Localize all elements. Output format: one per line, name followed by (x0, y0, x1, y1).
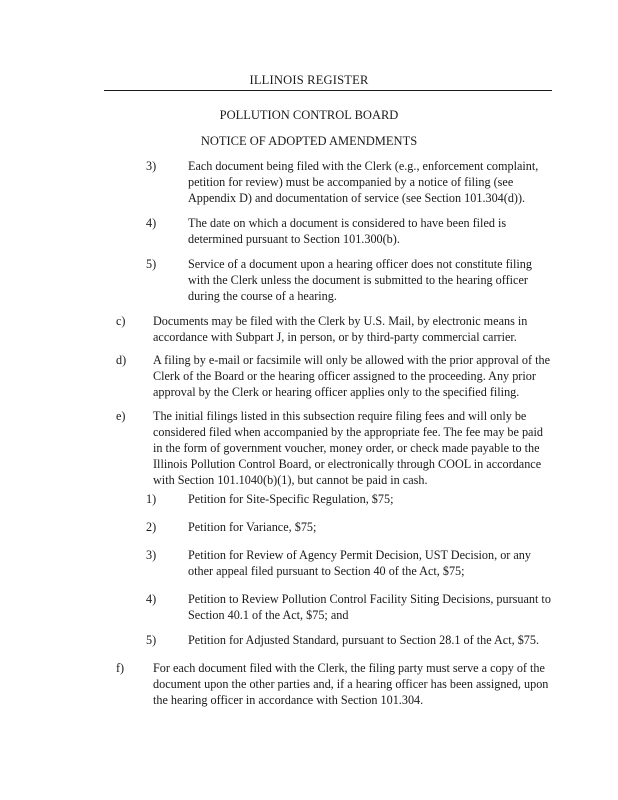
item-text: The initial filings listed in this subsection require filing fees and will only be considered filed when accompanied by the appropriate fee. The fee may be paid in the form of government voucher, money order, or check made payable to the Illinois Pollution Control Board, or electronically through COOL in accordance with Section 101.1040(b)(1), but cannot be paid in cash. (153, 409, 543, 487)
item-label: 4) (146, 592, 157, 606)
item-label: 3) (146, 159, 157, 173)
item-text: Petition to Review Pollution Control Facility Siting Decisions, pursuant to Section 40.1 of the Act, $75; and (188, 592, 551, 622)
register-title: ILLINOIS REGISTER (249, 73, 369, 87)
header-divider (104, 90, 552, 91)
item-label: 4) (146, 216, 157, 230)
item-label: 2) (146, 520, 157, 534)
item-text: Service of a document upon a hearing officer does not constitute filing with the Clerk unless the document is submitted to the hearing officer during the course of a hearing. (188, 257, 532, 303)
item-text: Each document being filed with the Clerk (e.g., enforcement complaint, petition for review) must be accompanied by a notice of filing (see Appendix D) and documentation of service (see Section 101.304(d)). (188, 159, 539, 205)
notice-title: NOTICE OF ADOPTED AMENDMENTS (200, 134, 418, 148)
item-text: Petition for Adjusted Standard, pursuant to Section 28.1 of the Act, $75. (188, 633, 540, 647)
item-text: The date on which a document is considered to have been filed is determined pursuant to Section 101.300(b). (188, 216, 507, 246)
item-label: f) (116, 661, 125, 675)
item-text: Documents may be filed with the Clerk by U.S. Mail, by electronic means in accordance with Subpart J, in person, or by third-party commercial carrier. (153, 314, 528, 344)
item-label: e) (116, 409, 126, 423)
item-label: d) (116, 353, 127, 367)
item-text: Petition for Site-Specific Regulation, $75; (188, 492, 394, 506)
item-text: For each document filed with the Clerk, the filing party must serve a copy of the document upon the other parties and, if a hearing officer has been assigned, upon the hearing officer in accordance with Section 101.304. (153, 661, 549, 707)
agency-title: POLLUTION CONTROL BOARD (219, 108, 399, 122)
item-label: c) (116, 314, 126, 328)
item-label: 5) (146, 633, 157, 647)
item-label: 5) (146, 257, 157, 271)
item-label: 1) (146, 492, 157, 506)
item-label: 3) (146, 548, 157, 562)
item-text: Petition for Variance, $75; (188, 520, 317, 534)
item-text: Petition for Review of Agency Permit Decision, UST Decision, or any other appeal filed pursuant to Section 40 of the Act, $75; (188, 548, 531, 578)
item-text: A filing by e-mail or facsimile will only be allowed with the prior approval of the Clerk of the Board or the hearing officer assigned to the proceeding. Any prior approval by the Clerk or hearing officer applies only to the specified filing. (153, 353, 551, 399)
